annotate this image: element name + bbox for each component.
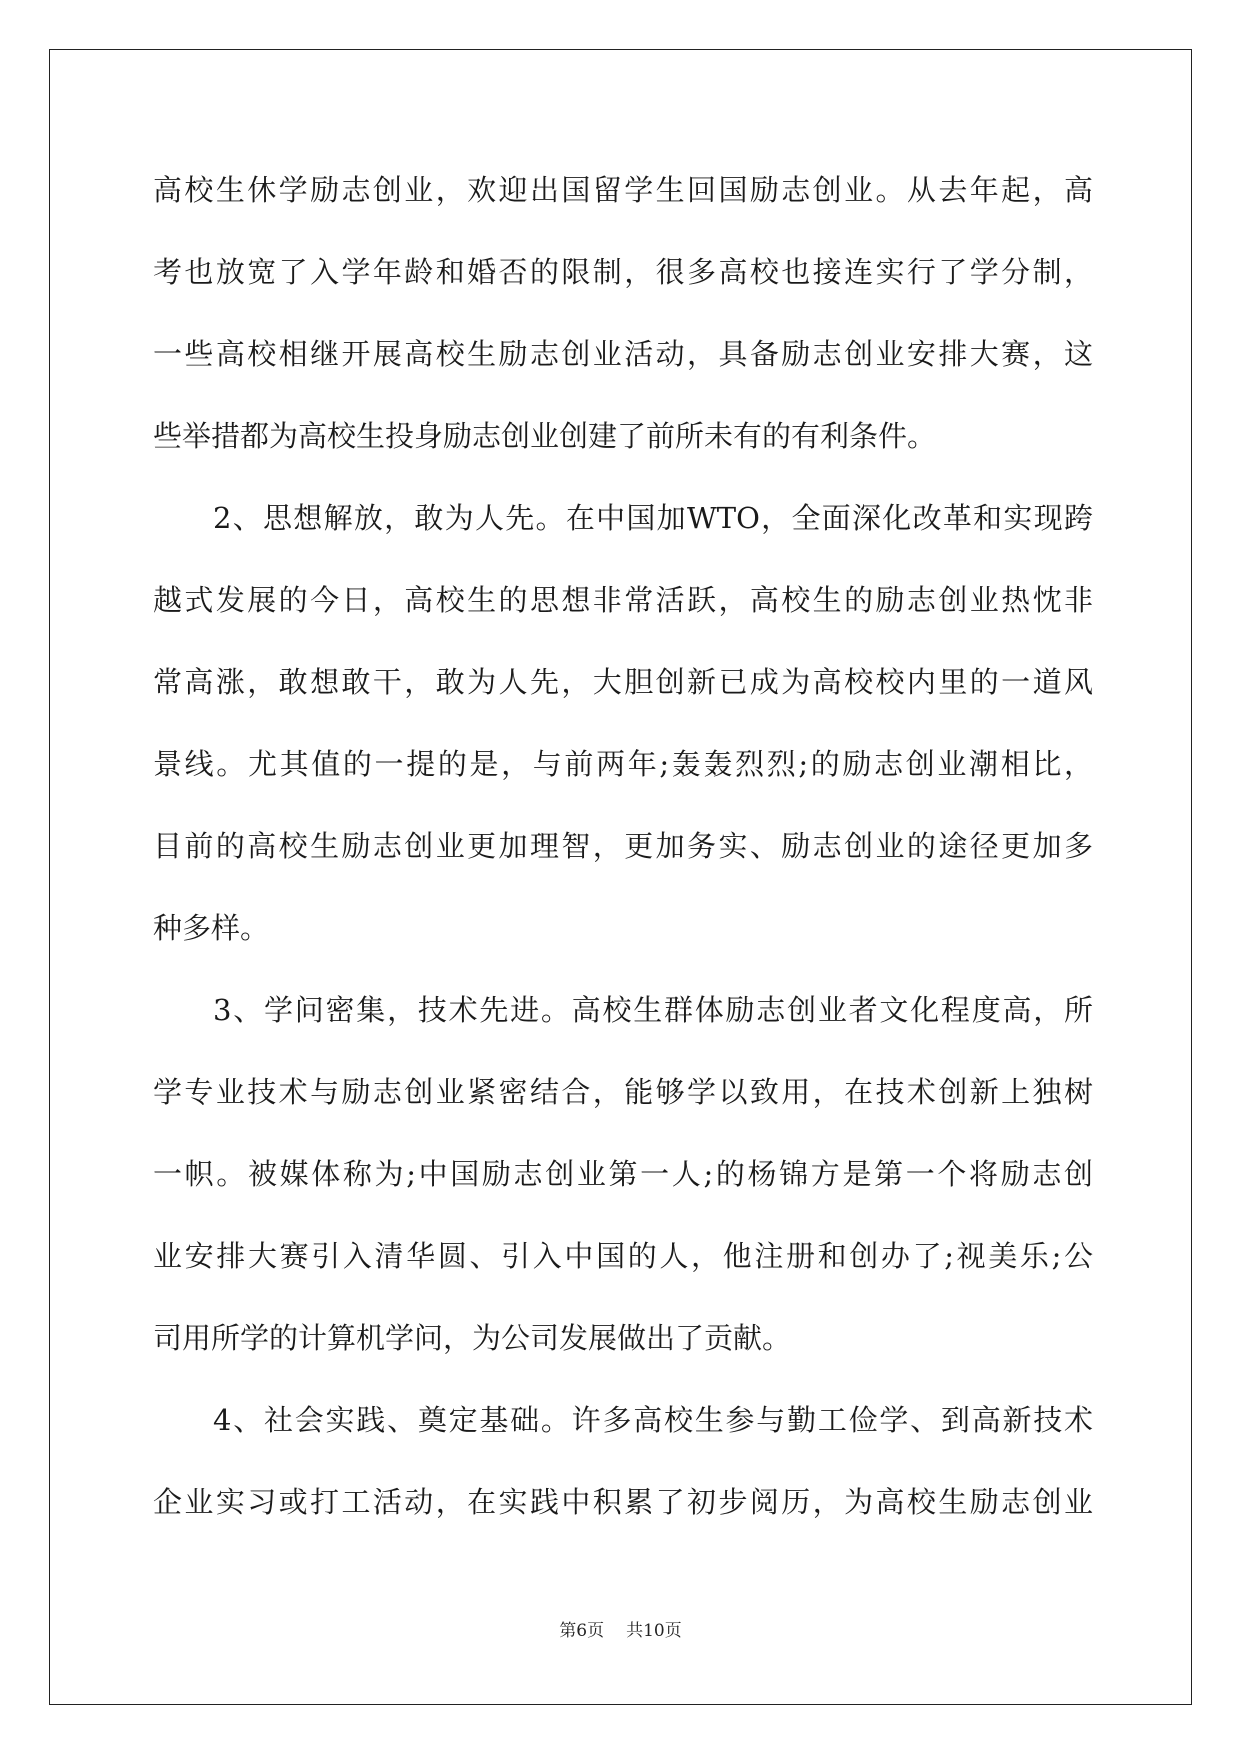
text-line: 3、学问密集，技术先进。高校生群体励志创业者文化程度高，所 (213, 993, 1093, 1027)
text-line: 一些高校相继开展高校生励志创业活动，具备励志创业安排大赛，这 (153, 337, 1093, 371)
text-line: 业安排大赛引入清华圆、引入中国的人，他注册和创办了;视美乐;公 (153, 1239, 1093, 1273)
text-line: 企业实习或打工活动，在实践中积累了初步阅历，为高校生励志创业 (153, 1485, 1093, 1519)
text-line: 目前的高校生励志创业更加理智，更加务实、励志创业的途径更加多 (153, 829, 1093, 863)
page-number: 第6页 (559, 1621, 605, 1641)
text-line: 常高涨，敢想敢干，敢为人先，大胆创新已成为高校校内里的一道风 (153, 665, 1093, 699)
text-line: 考也放宽了入学年龄和婚否的限制，很多高校也接连实行了学分制， (153, 255, 1093, 289)
document-body (153, 160, 1093, 1554)
text-line: 高校生休学励志创业，欢迎出国留学生回国励志创业。从去年起，高 (153, 173, 1093, 207)
text-line: 4、社会实践、奠定基础。许多高校生参与勤工俭学、到高新技术 (213, 1403, 1093, 1437)
text-line: 种多样。 (153, 911, 270, 945)
text-line: 些举措都为高校生投身励志创业创建了前所未有的有利条件。 (153, 419, 937, 453)
page-footer (0, 1616, 1241, 1641)
text-line: 学专业技术与励志创业紧密结合，能够学以致用，在技术创新上独树 (153, 1075, 1093, 1109)
text-line: 司用所学的计算机学问，为公司发展做出了贡献。 (153, 1321, 792, 1355)
text-line: 景线。尤其值的一提的是，与前两年;轰轰烈烈;的励志创业潮相比， (153, 747, 1093, 781)
text-line: 2、思想解放，敢为人先。在中国加WTO，全面深化改革和实现跨 (213, 501, 1093, 535)
text-line: 一帜。被媒体称为;中国励志创业第一人;的杨锦方是第一个将励志创 (153, 1157, 1093, 1191)
text-line: 越式发展的今日，高校生的思想非常活跃，高校生的励志创业热忱非 (153, 583, 1093, 617)
page-total: 共10页 (626, 1621, 682, 1641)
